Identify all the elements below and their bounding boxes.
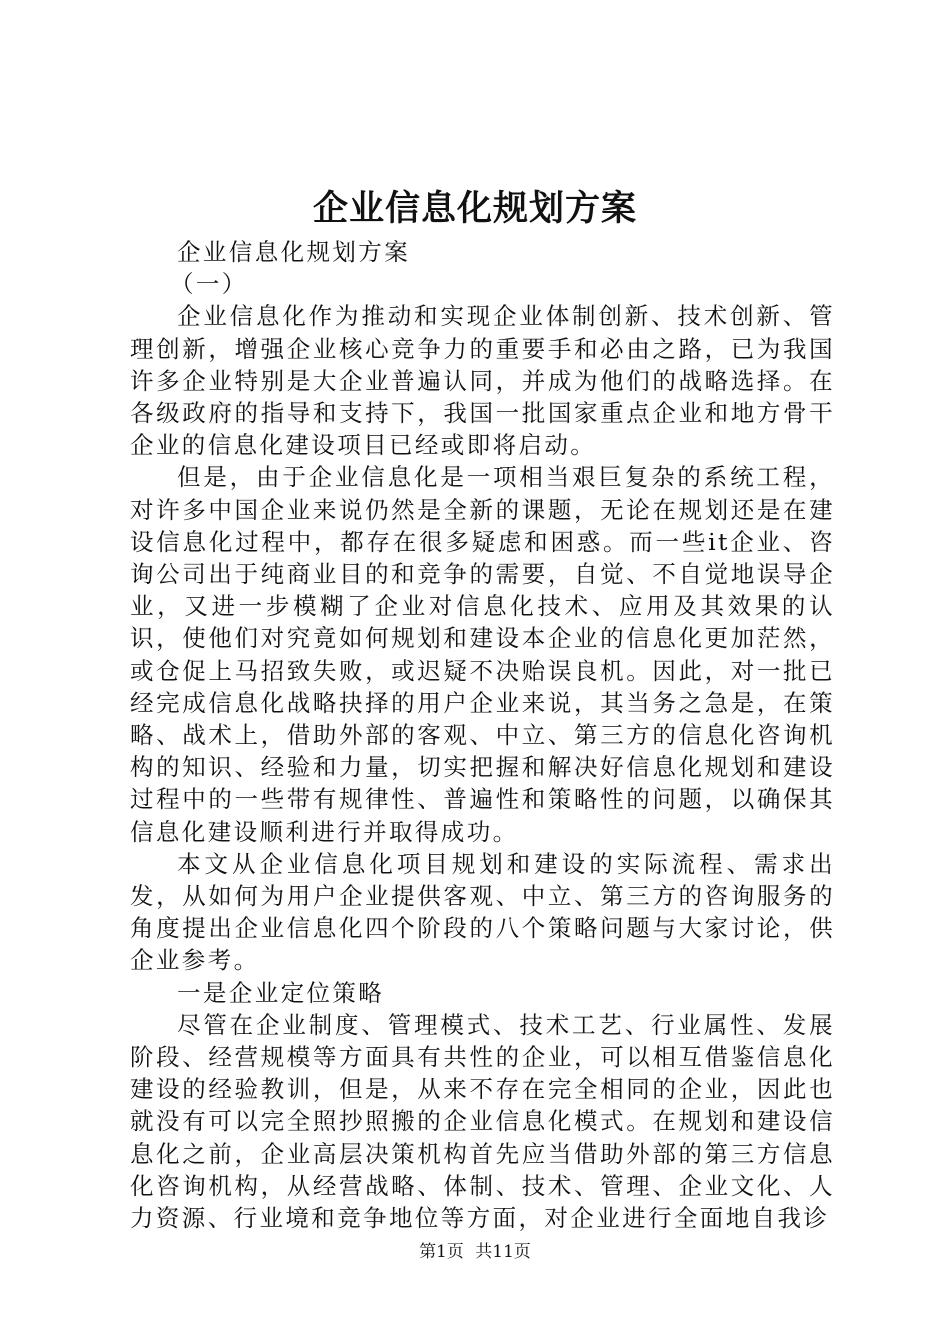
page-total: 共11页 — [475, 1242, 531, 1262]
subtitle-paragraph: 企业信息化规划方案 — [177, 238, 411, 266]
document-body — [130, 236, 835, 1234]
document-title: 企业信息化规划方案 — [312, 188, 637, 229]
body-paragraph: 尽管在企业制度、管理模式、技术工艺、行业属性、发展阶段、经营规模等方面具有共性的企业，可以相互借鉴信息化建设的经验教训，但是，从来不存在完全相同的企业，因此也就没有可以完全照抄照搬的企业信息化模式。在规划和建设信息化之前，企业高层决策机构首先应当借助外部的第三方信息化咨询机构，从经营战略、体制、技术、管理、企业文化、人力资源、行业境和竞争地位等方面，对企业进行全面地自我诊 — [130, 1010, 835, 1233]
body-paragraph: 但是，由于企业信息化是一项相当艰巨复杂的系统工程，对许多中国企业来说仍然是全新的课题，无论在规划还是在建设信息化过程中，都存在很多疑虑和困惑。而一些it企业、咨询公司出于纯商业目的和竞争的需要，自觉、不自觉地误导企业，又进一步模糊了企业对信息化技术、应用及其效果的认识，使他们对究竟如何规划和建设本企业的信息化更加茫然，或仓促上马招致失败，或迟疑不决贻误良机。因此，对一批已经完成信息化战略抉择的用户企业来说，其当务之急是，在策略、战术上，借助外部的客观、中立、第三方的信息化咨询机构的知识、经验和力量，切实把握和解决好信息化规划和建设过程中的一些带有规律性、普遍性和策略性的问题，以确保其信息化建设顺利进行并取得成功。 — [130, 463, 835, 846]
section-heading: 一是企业定位策略 — [177, 978, 385, 1007]
page-footer — [0, 1240, 950, 1264]
body-paragraph: 企业信息化作为推动和实现企业体制创新、技术创新、管理创新，增强企业核心竞争力的重要手和必由之路，已为我国许多企业特别是大企业普遍认同，并成为他们的战略选择。在各级政府的指导和支持下，我国一批国家重点企业和地方骨干企业的信息化建设项目已经或即将启动。 — [130, 302, 835, 460]
body-paragraph: 本文从企业信息化项目规划和建设的实际流程、需求出发，从如何为用户企业提供客观、中立、第三方的咨询服务的角度提出企业信息化四个阶段的八个策略问题与大家讨论，供企业参考。 — [130, 849, 835, 975]
section-number: （一） — [169, 270, 248, 299]
page-number: 第1页 — [419, 1242, 464, 1262]
